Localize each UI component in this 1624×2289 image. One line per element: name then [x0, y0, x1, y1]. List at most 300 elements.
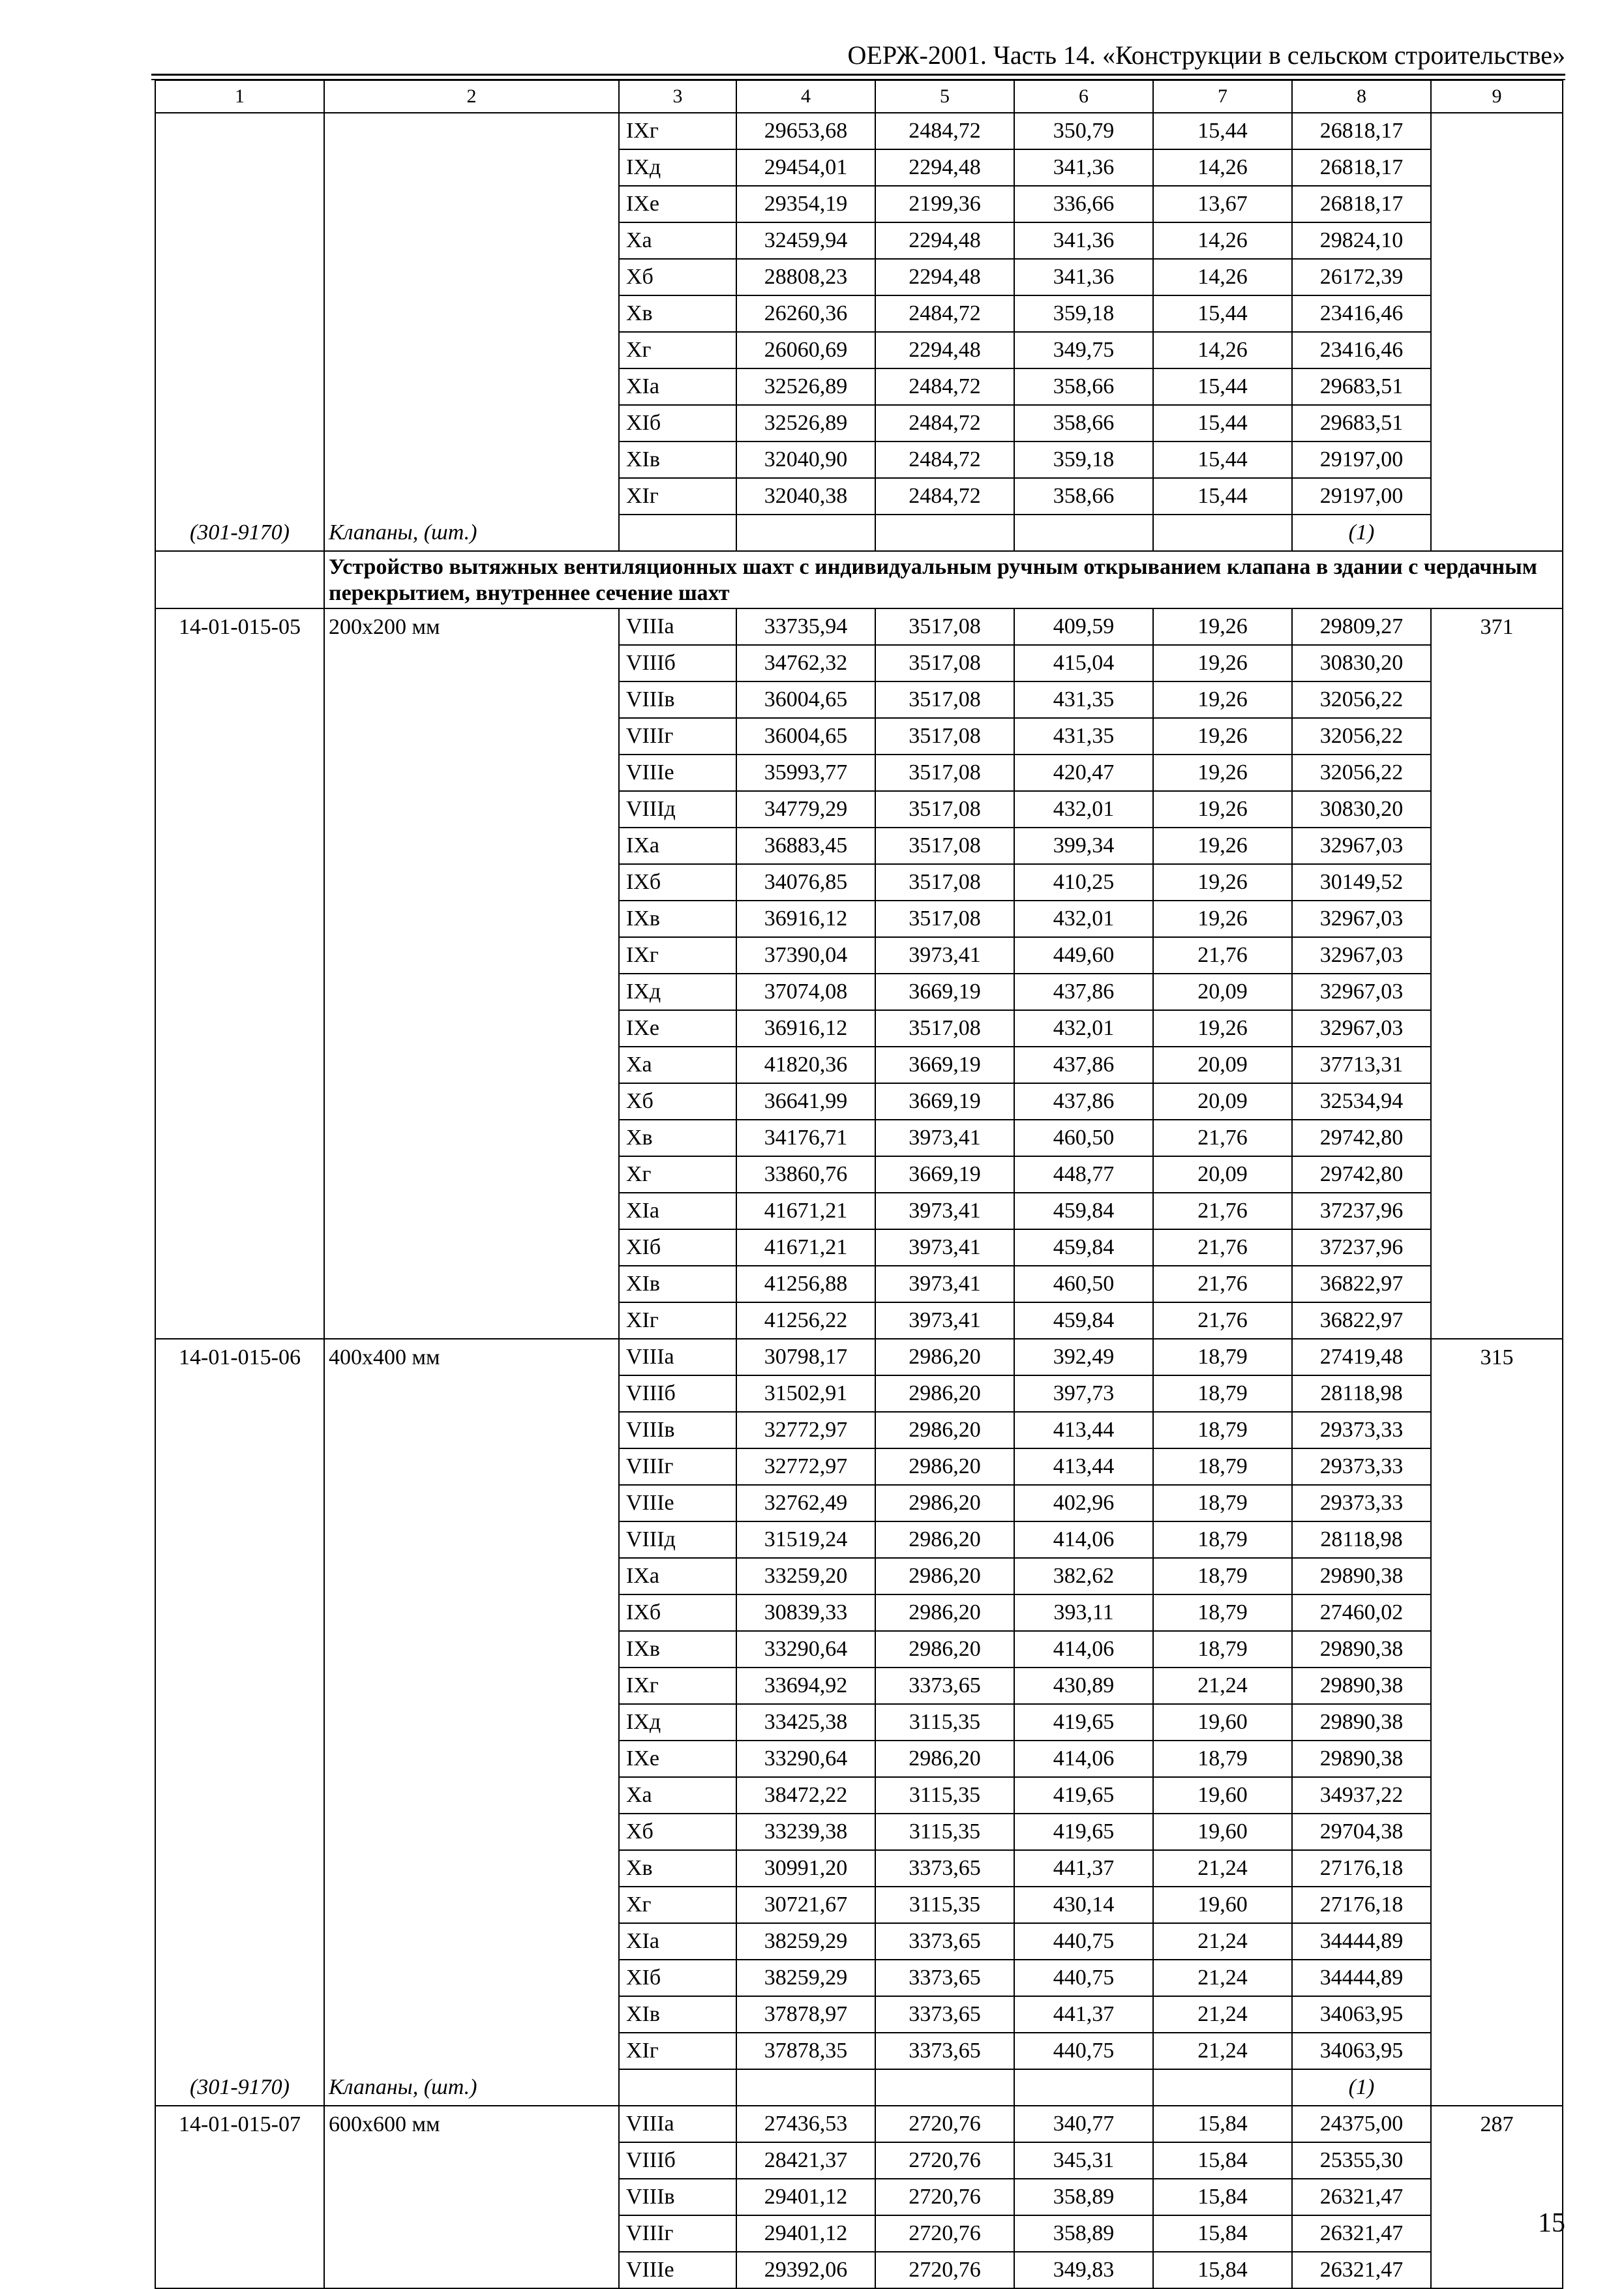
cost-total-cell: 33259,20 — [736, 1558, 875, 1594]
labor-cost-cell — [1431, 1229, 1563, 1266]
materials-cell: 37237,96 — [1292, 1193, 1431, 1229]
rate-code-cell — [155, 1083, 324, 1120]
page-number: 15 — [1538, 2208, 1565, 2238]
rate-code-cell — [155, 1996, 324, 2033]
cost-total-cell: 33239,38 — [736, 1814, 875, 1850]
resource-code-cell: (301-9170) — [155, 2069, 324, 2106]
work-name-cell — [324, 791, 619, 828]
cost-total-cell: 36004,65 — [736, 718, 875, 755]
wage-machinists-cell: 18,79 — [1153, 1375, 1292, 1412]
work-name-cell — [324, 1156, 619, 1193]
work-name-cell — [324, 1594, 619, 1631]
table-row — [155, 681, 1563, 718]
machine-operation-cell: 441,37 — [1014, 1996, 1153, 2033]
zone-cell: Xв — [619, 295, 736, 332]
wage-machinists-cell: 18,79 — [1153, 1558, 1292, 1594]
machine-operation-cell: 440,75 — [1014, 2033, 1153, 2069]
zone-cell: XIб — [619, 405, 736, 441]
labor-cost-cell — [1431, 791, 1563, 828]
cost-total-cell: 29653,68 — [736, 113, 875, 149]
wage-workers-cell: 2484,72 — [875, 113, 1014, 149]
labor-cost-cell — [1431, 1996, 1563, 2033]
labor-cost-cell — [1431, 1704, 1563, 1741]
rate-code-cell — [155, 1594, 324, 1631]
table-row — [155, 441, 1563, 478]
work-name-cell: 400x400 мм — [324, 1339, 619, 1375]
cost-total-cell: 29401,12 — [736, 2215, 875, 2252]
machine-operation-cell: 340,77 — [1014, 2106, 1153, 2142]
rate-code-cell — [155, 441, 324, 478]
zone-cell: IXа — [619, 828, 736, 864]
work-name-cell — [324, 2179, 619, 2215]
materials-cell: 37713,31 — [1292, 1047, 1431, 1083]
zone-cell: Xб — [619, 1083, 736, 1120]
zone-cell: IXе — [619, 1741, 736, 1777]
rate-code-cell: 14-01-015-05 — [155, 608, 324, 645]
wage-workers-cell: 2986,20 — [875, 1412, 1014, 1448]
zone-cell: IXе — [619, 186, 736, 222]
wage-workers-cell: 3973,41 — [875, 937, 1014, 974]
work-name-cell — [324, 755, 619, 791]
labor-cost-cell — [1431, 1302, 1563, 1339]
cost-total-cell: 41671,21 — [736, 1193, 875, 1229]
rate-code-cell — [155, 222, 324, 259]
wage-machinists-cell: 15,44 — [1153, 295, 1292, 332]
machine-operation-cell: 410,25 — [1014, 864, 1153, 901]
rate-code-cell — [155, 791, 324, 828]
rate-code-cell — [155, 1850, 324, 1887]
rate-code-cell — [155, 1923, 324, 1960]
resource-name-cell: Клапаны, (шт.) — [324, 515, 619, 551]
machine-operation-cell: 341,36 — [1014, 149, 1153, 186]
zone-cell: IXд — [619, 974, 736, 1010]
rate-code-cell — [155, 645, 324, 681]
cost-total-cell: 36916,12 — [736, 1010, 875, 1047]
wage-workers-cell: 3517,08 — [875, 645, 1014, 681]
wage-workers-cell: 2484,72 — [875, 295, 1014, 332]
machine-operation-cell: 402,96 — [1014, 1485, 1153, 1521]
labor-cost-cell — [1431, 828, 1563, 864]
materials-cell: 26321,47 — [1292, 2252, 1431, 2288]
labor-cost-cell — [1431, 2252, 1563, 2288]
rate-code-cell — [155, 2252, 324, 2288]
work-name-cell — [324, 332, 619, 368]
work-name-cell — [324, 681, 619, 718]
rate-code-cell — [155, 1558, 324, 1594]
rate-code-cell — [155, 974, 324, 1010]
machine-operation-cell: 431,35 — [1014, 718, 1153, 755]
wage-machinists-cell: 14,26 — [1153, 149, 1292, 186]
machine-operation-cell: 415,04 — [1014, 645, 1153, 681]
cost-total-cell: 36883,45 — [736, 828, 875, 864]
machine-operation-cell: 336,66 — [1014, 186, 1153, 222]
materials-cell: 27419,48 — [1292, 1339, 1431, 1375]
machine-operation-cell: 413,44 — [1014, 1412, 1153, 1448]
cost-total-cell: 32040,90 — [736, 441, 875, 478]
table-row — [155, 1339, 1563, 1375]
cost-total-cell: 31519,24 — [736, 1521, 875, 1558]
wage-workers-cell: 2986,20 — [875, 1339, 1014, 1375]
table-row — [155, 295, 1563, 332]
wage-machinists-cell: 19,60 — [1153, 1777, 1292, 1814]
labor-cost-cell — [1431, 937, 1563, 974]
document-header-title: ОЕРЖ-2001. Часть 14. «Конструкции в сельском строительстве» — [847, 40, 1565, 70]
machine-operation-cell: 393,11 — [1014, 1594, 1153, 1631]
labor-cost-cell — [1431, 1266, 1563, 1302]
table-row — [155, 2215, 1563, 2252]
cost-total-cell: 28808,23 — [736, 259, 875, 295]
zone-cell: IXд — [619, 1704, 736, 1741]
machine-operation-cell: 409,59 — [1014, 608, 1153, 645]
materials-cell: 28118,98 — [1292, 1375, 1431, 1412]
rate-code-cell — [155, 1704, 324, 1741]
table-row — [155, 1850, 1563, 1887]
cost-total-cell: 29454,01 — [736, 149, 875, 186]
zone-cell: XIв — [619, 1266, 736, 1302]
zone-cell: Xа — [619, 222, 736, 259]
column-number-row — [155, 80, 1563, 113]
work-name-cell — [324, 222, 619, 259]
cost-total-cell: 29392,06 — [736, 2252, 875, 2288]
work-name-cell — [324, 1193, 619, 1229]
labor-cost-cell — [1431, 113, 1563, 149]
wage-machinists-cell: 19,26 — [1153, 828, 1292, 864]
materials-cell: 24375,00 — [1292, 2106, 1431, 2142]
cost-total-cell: 35993,77 — [736, 755, 875, 791]
table-row — [155, 1047, 1563, 1083]
table-row — [155, 1521, 1563, 1558]
zone-cell: IXг — [619, 113, 736, 149]
rate-code-cell: 14-01-015-06 — [155, 1339, 324, 1375]
rate-code-cell — [155, 2033, 324, 2069]
empty-cell — [736, 2069, 875, 2106]
materials-cell: 28118,98 — [1292, 1521, 1431, 1558]
empty-cell — [1153, 515, 1292, 551]
machine-operation-cell: 460,50 — [1014, 1266, 1153, 1302]
rate-code-cell — [155, 2142, 324, 2179]
materials-cell: 26321,47 — [1292, 2215, 1431, 2252]
cost-total-cell: 38472,22 — [736, 1777, 875, 1814]
zone-cell: IXд — [619, 149, 736, 186]
machine-operation-cell: 420,47 — [1014, 755, 1153, 791]
machine-operation-cell: 430,14 — [1014, 1887, 1153, 1923]
wage-workers-cell: 2294,48 — [875, 332, 1014, 368]
materials-cell: 32056,22 — [1292, 755, 1431, 791]
machine-operation-cell: 359,18 — [1014, 441, 1153, 478]
wage-workers-cell: 3517,08 — [875, 608, 1014, 645]
materials-cell: 32056,22 — [1292, 681, 1431, 718]
cost-total-cell: 34779,29 — [736, 791, 875, 828]
work-name-cell — [324, 405, 619, 441]
labor-cost-cell: 371 — [1431, 608, 1563, 645]
materials-cell: 37237,96 — [1292, 1229, 1431, 1266]
materials-cell: 34444,89 — [1292, 1923, 1431, 1960]
machine-operation-cell: 440,75 — [1014, 1923, 1153, 1960]
materials-cell: 23416,46 — [1292, 295, 1431, 332]
cost-total-cell: 33290,64 — [736, 1741, 875, 1777]
wage-workers-cell: 2484,72 — [875, 441, 1014, 478]
zone-cell: XIб — [619, 1229, 736, 1266]
table-row — [155, 1741, 1563, 1777]
wage-machinists-cell: 21,24 — [1153, 1923, 1292, 1960]
empty-cell — [1014, 515, 1153, 551]
zone-cell: IXг — [619, 937, 736, 974]
rate-code-cell — [155, 1010, 324, 1047]
table-row — [155, 1814, 1563, 1850]
materials-cell: 27460,02 — [1292, 1594, 1431, 1631]
table-row — [155, 259, 1563, 295]
rate-code-cell — [155, 755, 324, 791]
work-name-cell — [324, 2142, 619, 2179]
rate-code-cell — [155, 186, 324, 222]
zone-cell: XIв — [619, 441, 736, 478]
labor-cost-cell — [1431, 645, 1563, 681]
wage-workers-cell: 2986,20 — [875, 1448, 1014, 1485]
wage-machinists-cell: 19,26 — [1153, 608, 1292, 645]
wage-machinists-cell: 15,84 — [1153, 2106, 1292, 2142]
work-name-cell — [324, 478, 619, 515]
wage-machinists-cell: 14,26 — [1153, 222, 1292, 259]
wage-workers-cell: 2720,76 — [875, 2179, 1014, 2215]
zone-cell: Xг — [619, 1887, 736, 1923]
materials-cell: 25355,30 — [1292, 2142, 1431, 2179]
table-row — [155, 113, 1563, 149]
materials-cell: 29197,00 — [1292, 441, 1431, 478]
materials-cell: 29890,38 — [1292, 1741, 1431, 1777]
wage-machinists-cell: 15,44 — [1153, 441, 1292, 478]
wage-workers-cell: 2720,76 — [875, 2142, 1014, 2179]
work-name-cell — [324, 1668, 619, 1704]
zone-cell: Xа — [619, 1777, 736, 1814]
cost-total-cell: 30991,20 — [736, 1850, 875, 1887]
zone-cell: Xб — [619, 1814, 736, 1850]
machine-operation-cell: 414,06 — [1014, 1631, 1153, 1668]
empty-cell — [1153, 2069, 1292, 2106]
materials-cell: 32967,03 — [1292, 1010, 1431, 1047]
wage-workers-cell: 2484,72 — [875, 405, 1014, 441]
materials-cell: 32967,03 — [1292, 828, 1431, 864]
wage-workers-cell: 3517,08 — [875, 755, 1014, 791]
materials-cell: 32056,22 — [1292, 718, 1431, 755]
wage-workers-cell: 3973,41 — [875, 1266, 1014, 1302]
rate-code-cell — [155, 1302, 324, 1339]
table-row — [155, 149, 1563, 186]
table-row — [155, 1668, 1563, 1704]
table-row — [155, 478, 1563, 515]
machine-operation-cell: 382,62 — [1014, 1558, 1153, 1594]
rate-code-cell — [155, 1193, 324, 1229]
cost-total-cell: 34076,85 — [736, 864, 875, 901]
wage-workers-cell: 2720,76 — [875, 2106, 1014, 2142]
table-row — [155, 2142, 1563, 2179]
wage-workers-cell: 2199,36 — [875, 186, 1014, 222]
work-name-cell — [324, 1558, 619, 1594]
table-row — [155, 1375, 1563, 1412]
labor-cost-cell — [1431, 2142, 1563, 2179]
table-row — [155, 1302, 1563, 1339]
wage-workers-cell: 3669,19 — [875, 1156, 1014, 1193]
labor-cost-cell — [1431, 1814, 1563, 1850]
table-row — [155, 1923, 1563, 1960]
wage-machinists-cell: 19,26 — [1153, 645, 1292, 681]
machine-operation-cell: 437,86 — [1014, 974, 1153, 1010]
work-name-cell — [324, 1010, 619, 1047]
wage-workers-cell: 3517,08 — [875, 901, 1014, 937]
work-name-cell — [324, 1631, 619, 1668]
work-name-cell — [324, 1266, 619, 1302]
machine-operation-cell: 358,89 — [1014, 2179, 1153, 2215]
wage-machinists-cell: 21,76 — [1153, 1266, 1292, 1302]
machine-operation-cell: 432,01 — [1014, 791, 1153, 828]
materials-cell: 29890,38 — [1292, 1631, 1431, 1668]
materials-cell: 29890,38 — [1292, 1668, 1431, 1704]
cost-total-cell: 38259,29 — [736, 1960, 875, 1996]
zone-cell: VIIIг — [619, 718, 736, 755]
machine-operation-cell: 358,66 — [1014, 478, 1153, 515]
wage-machinists-cell: 19,60 — [1153, 1814, 1292, 1850]
work-name-cell — [324, 295, 619, 332]
wage-machinists-cell: 15,84 — [1153, 2215, 1292, 2252]
cost-total-cell: 33735,94 — [736, 608, 875, 645]
machine-operation-cell: 432,01 — [1014, 901, 1153, 937]
rate-code-cell — [155, 1229, 324, 1266]
table-row — [155, 368, 1563, 405]
wage-workers-cell: 3973,41 — [875, 1193, 1014, 1229]
column-number: 6 — [1014, 80, 1153, 113]
machine-operation-cell: 399,34 — [1014, 828, 1153, 864]
cost-total-cell: 26060,69 — [736, 332, 875, 368]
work-name-cell — [324, 901, 619, 937]
table-row — [155, 405, 1563, 441]
cost-total-cell: 36004,65 — [736, 681, 875, 718]
empty-cell — [1431, 515, 1563, 551]
zone-cell: VIIIв — [619, 2179, 736, 2215]
cost-total-cell: 36641,99 — [736, 1083, 875, 1120]
rate-code-cell — [155, 1777, 324, 1814]
labor-cost-cell — [1431, 1923, 1563, 1960]
work-name-cell — [324, 368, 619, 405]
labor-cost-cell — [1431, 1010, 1563, 1047]
wage-workers-cell: 2294,48 — [875, 222, 1014, 259]
labor-cost-cell — [1431, 1156, 1563, 1193]
zone-cell: VIIIв — [619, 681, 736, 718]
machine-operation-cell: 392,49 — [1014, 1339, 1153, 1375]
materials-cell: 30149,52 — [1292, 864, 1431, 901]
table-row — [155, 1704, 1563, 1741]
rate-code-cell — [155, 1120, 324, 1156]
machine-operation-cell: 358,89 — [1014, 2215, 1153, 2252]
table-row — [155, 864, 1563, 901]
resource-footer-row — [155, 515, 1563, 551]
cost-total-cell: 37878,97 — [736, 1996, 875, 2033]
labor-cost-cell — [1431, 1193, 1563, 1229]
price-table — [155, 80, 1563, 2289]
wage-machinists-cell: 21,24 — [1153, 1996, 1292, 2033]
machine-operation-cell: 341,36 — [1014, 259, 1153, 295]
wage-machinists-cell: 21,76 — [1153, 1120, 1292, 1156]
materials-cell: 34937,22 — [1292, 1777, 1431, 1814]
materials-cell: 34063,95 — [1292, 1996, 1431, 2033]
zone-cell: IXе — [619, 1010, 736, 1047]
wage-workers-cell: 2986,20 — [875, 1741, 1014, 1777]
table-row — [155, 1120, 1563, 1156]
wage-machinists-cell: 21,24 — [1153, 2033, 1292, 2069]
zone-cell: XIа — [619, 1923, 736, 1960]
rate-code-cell — [155, 1521, 324, 1558]
work-name-cell — [324, 1120, 619, 1156]
section-header: Устройство вытяжных вентиляционных шахт с индивидуальным ручным открыванием клапана в здании с чердачным перекрытием, внутреннее сечение шахт — [324, 551, 1563, 608]
materials-cell: 29704,38 — [1292, 1814, 1431, 1850]
table-row — [155, 1193, 1563, 1229]
wage-machinists-cell: 14,26 — [1153, 332, 1292, 368]
column-number: 2 — [324, 80, 619, 113]
machine-operation-cell: 414,06 — [1014, 1741, 1153, 1777]
materials-cell: 29890,38 — [1292, 1558, 1431, 1594]
labor-cost-cell — [1431, 1521, 1563, 1558]
work-name-cell — [324, 2252, 619, 2288]
wage-machinists-cell: 20,09 — [1153, 1156, 1292, 1193]
zone-cell: XIа — [619, 1193, 736, 1229]
labor-cost-cell — [1431, 222, 1563, 259]
labor-cost-cell — [1431, 681, 1563, 718]
wage-workers-cell: 2720,76 — [875, 2252, 1014, 2288]
cost-total-cell: 41256,88 — [736, 1266, 875, 1302]
wage-machinists-cell: 19,26 — [1153, 681, 1292, 718]
wage-workers-cell: 3517,08 — [875, 1010, 1014, 1047]
wage-workers-cell: 3517,08 — [875, 828, 1014, 864]
machine-operation-cell: 437,86 — [1014, 1083, 1153, 1120]
work-name-cell — [324, 1887, 619, 1923]
rate-code-cell — [155, 1668, 324, 1704]
labor-cost-cell — [1431, 2033, 1563, 2069]
section-header-row — [155, 551, 1563, 608]
labor-cost-cell — [1431, 1887, 1563, 1923]
cost-total-cell: 33290,64 — [736, 1631, 875, 1668]
wage-machinists-cell: 18,79 — [1153, 1339, 1292, 1375]
wage-machinists-cell: 21,76 — [1153, 1302, 1292, 1339]
wage-machinists-cell: 19,26 — [1153, 718, 1292, 755]
materials-cell: 29373,33 — [1292, 1485, 1431, 1521]
wage-workers-cell: 3517,08 — [875, 718, 1014, 755]
zone-cell: VIIIв — [619, 1412, 736, 1448]
column-number: 5 — [875, 80, 1014, 113]
wage-machinists-cell: 18,79 — [1153, 1594, 1292, 1631]
labor-cost-cell — [1431, 755, 1563, 791]
zone-cell: VIIIб — [619, 2142, 736, 2179]
materials-cell: 30830,20 — [1292, 645, 1431, 681]
table-row — [155, 2252, 1563, 2288]
cost-total-cell: 31502,91 — [736, 1375, 875, 1412]
wage-machinists-cell: 19,60 — [1153, 1887, 1292, 1923]
rate-code-cell — [155, 149, 324, 186]
work-name-cell — [324, 186, 619, 222]
cost-total-cell: 36916,12 — [736, 901, 875, 937]
wage-machinists-cell: 15,44 — [1153, 113, 1292, 149]
cost-total-cell: 32040,38 — [736, 478, 875, 515]
zone-cell: IXг — [619, 1668, 736, 1704]
zone-cell: XIв — [619, 1996, 736, 2033]
table-row — [155, 1777, 1563, 1814]
zone-cell: Xб — [619, 259, 736, 295]
rate-code-cell — [155, 1412, 324, 1448]
machine-operation-cell: 349,75 — [1014, 332, 1153, 368]
materials-cell: 32967,03 — [1292, 974, 1431, 1010]
machine-operation-cell: 341,36 — [1014, 222, 1153, 259]
work-name-cell — [324, 1302, 619, 1339]
wage-machinists-cell: 21,24 — [1153, 1668, 1292, 1704]
materials-cell: 27176,18 — [1292, 1850, 1431, 1887]
labor-cost-cell — [1431, 974, 1563, 1010]
